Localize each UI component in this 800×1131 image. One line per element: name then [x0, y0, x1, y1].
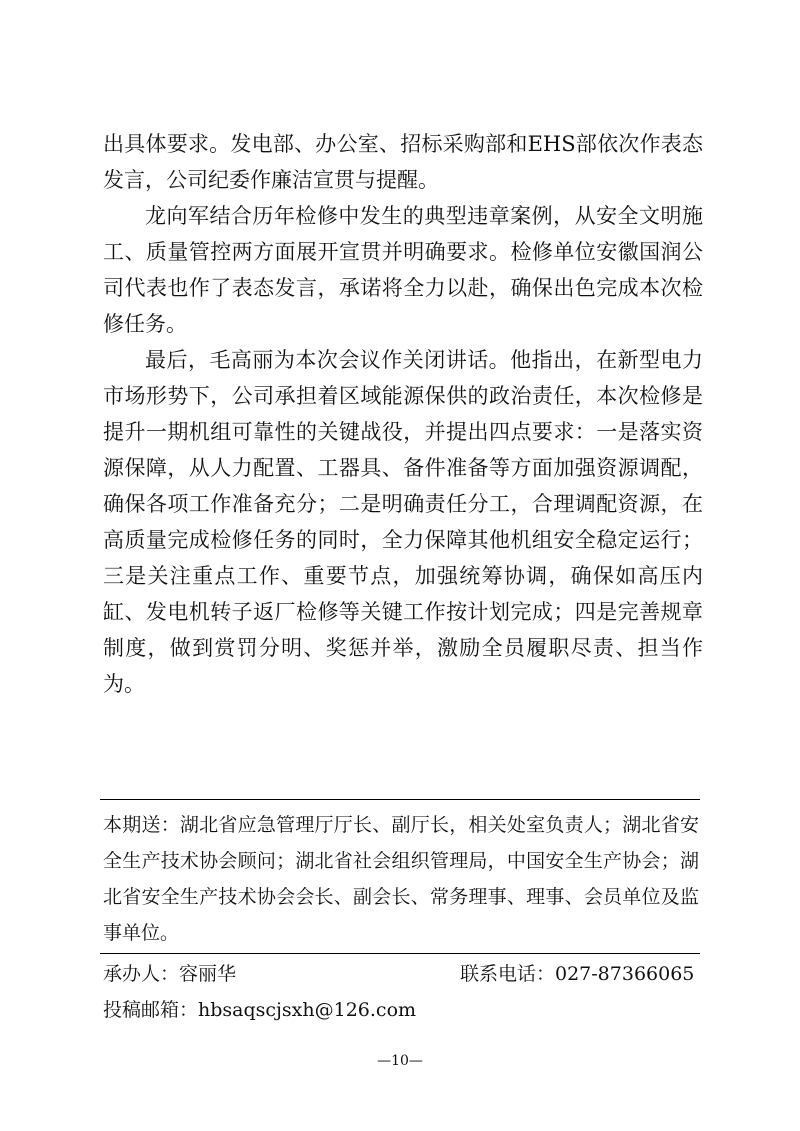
- email-row: [103, 995, 699, 1025]
- article-body: [103, 126, 703, 702]
- footer-divider-top: [100, 799, 700, 800]
- contact-row: [103, 959, 699, 989]
- footer-divider-bottom: [100, 953, 700, 954]
- distribution-list: 本期送：湖北省应急管理厅厅长、副厅长，相关处室负责人；湖北省安全生产技术协会顾问；湖北省社会组织管理局，中国安全生产协会；湖北省安全生产技术协会会长、副会长、常务理事、理事、会员单位及监事单位。: [103, 814, 699, 944]
- paragraph-continuation: 出具体要求。发电部、办公室、招标采购部和EHS部依次作表态发言，公司纪委作廉洁宣贯与提醒。: [103, 132, 703, 192]
- contact-phone: 联系电话：027-87366065: [460, 963, 695, 985]
- submission-email: 投稿邮箱：hbsaqscjsxh@126.com: [103, 999, 417, 1021]
- paragraph-closing-speech: 最后，毛高丽为本次会议作关闭讲话。他指出，在新型电力市场形势下，公司承担着区域能源保供的政治责任，本次检修是提升一期机组可靠性的关键战役，并提出四点要求：一是落实资源保障，从人力配置、工器具、备件准备等方面加强资源调配，确保各项工作准备充分；二是明确责任分工，合理调配资源，在高质量完成检修任务的同时，全力保障其他机组安全稳定运行；三是关注重点工作、重要节点，加强统筹协调，确保如高压内缸、发电机转子返厂检修等关键工作按计划完成；四是完善规章制度，做到赏罚分明、奖惩并举，激励全员履职尽责、担当作为。: [103, 348, 703, 696]
- page-number: —10—: [377, 1053, 423, 1069]
- paragraph-safety-briefing: 龙向军结合历年检修中发生的典型违章案例，从安全文明施工、质量管控两方面展开宣贯并明确要求。检修单位安徽国润公司代表也作了表态发言，承诺将全力以赴，确保出色完成本次检修任务。: [103, 204, 703, 336]
- organizer-label: 承办人：容丽华: [103, 963, 237, 985]
